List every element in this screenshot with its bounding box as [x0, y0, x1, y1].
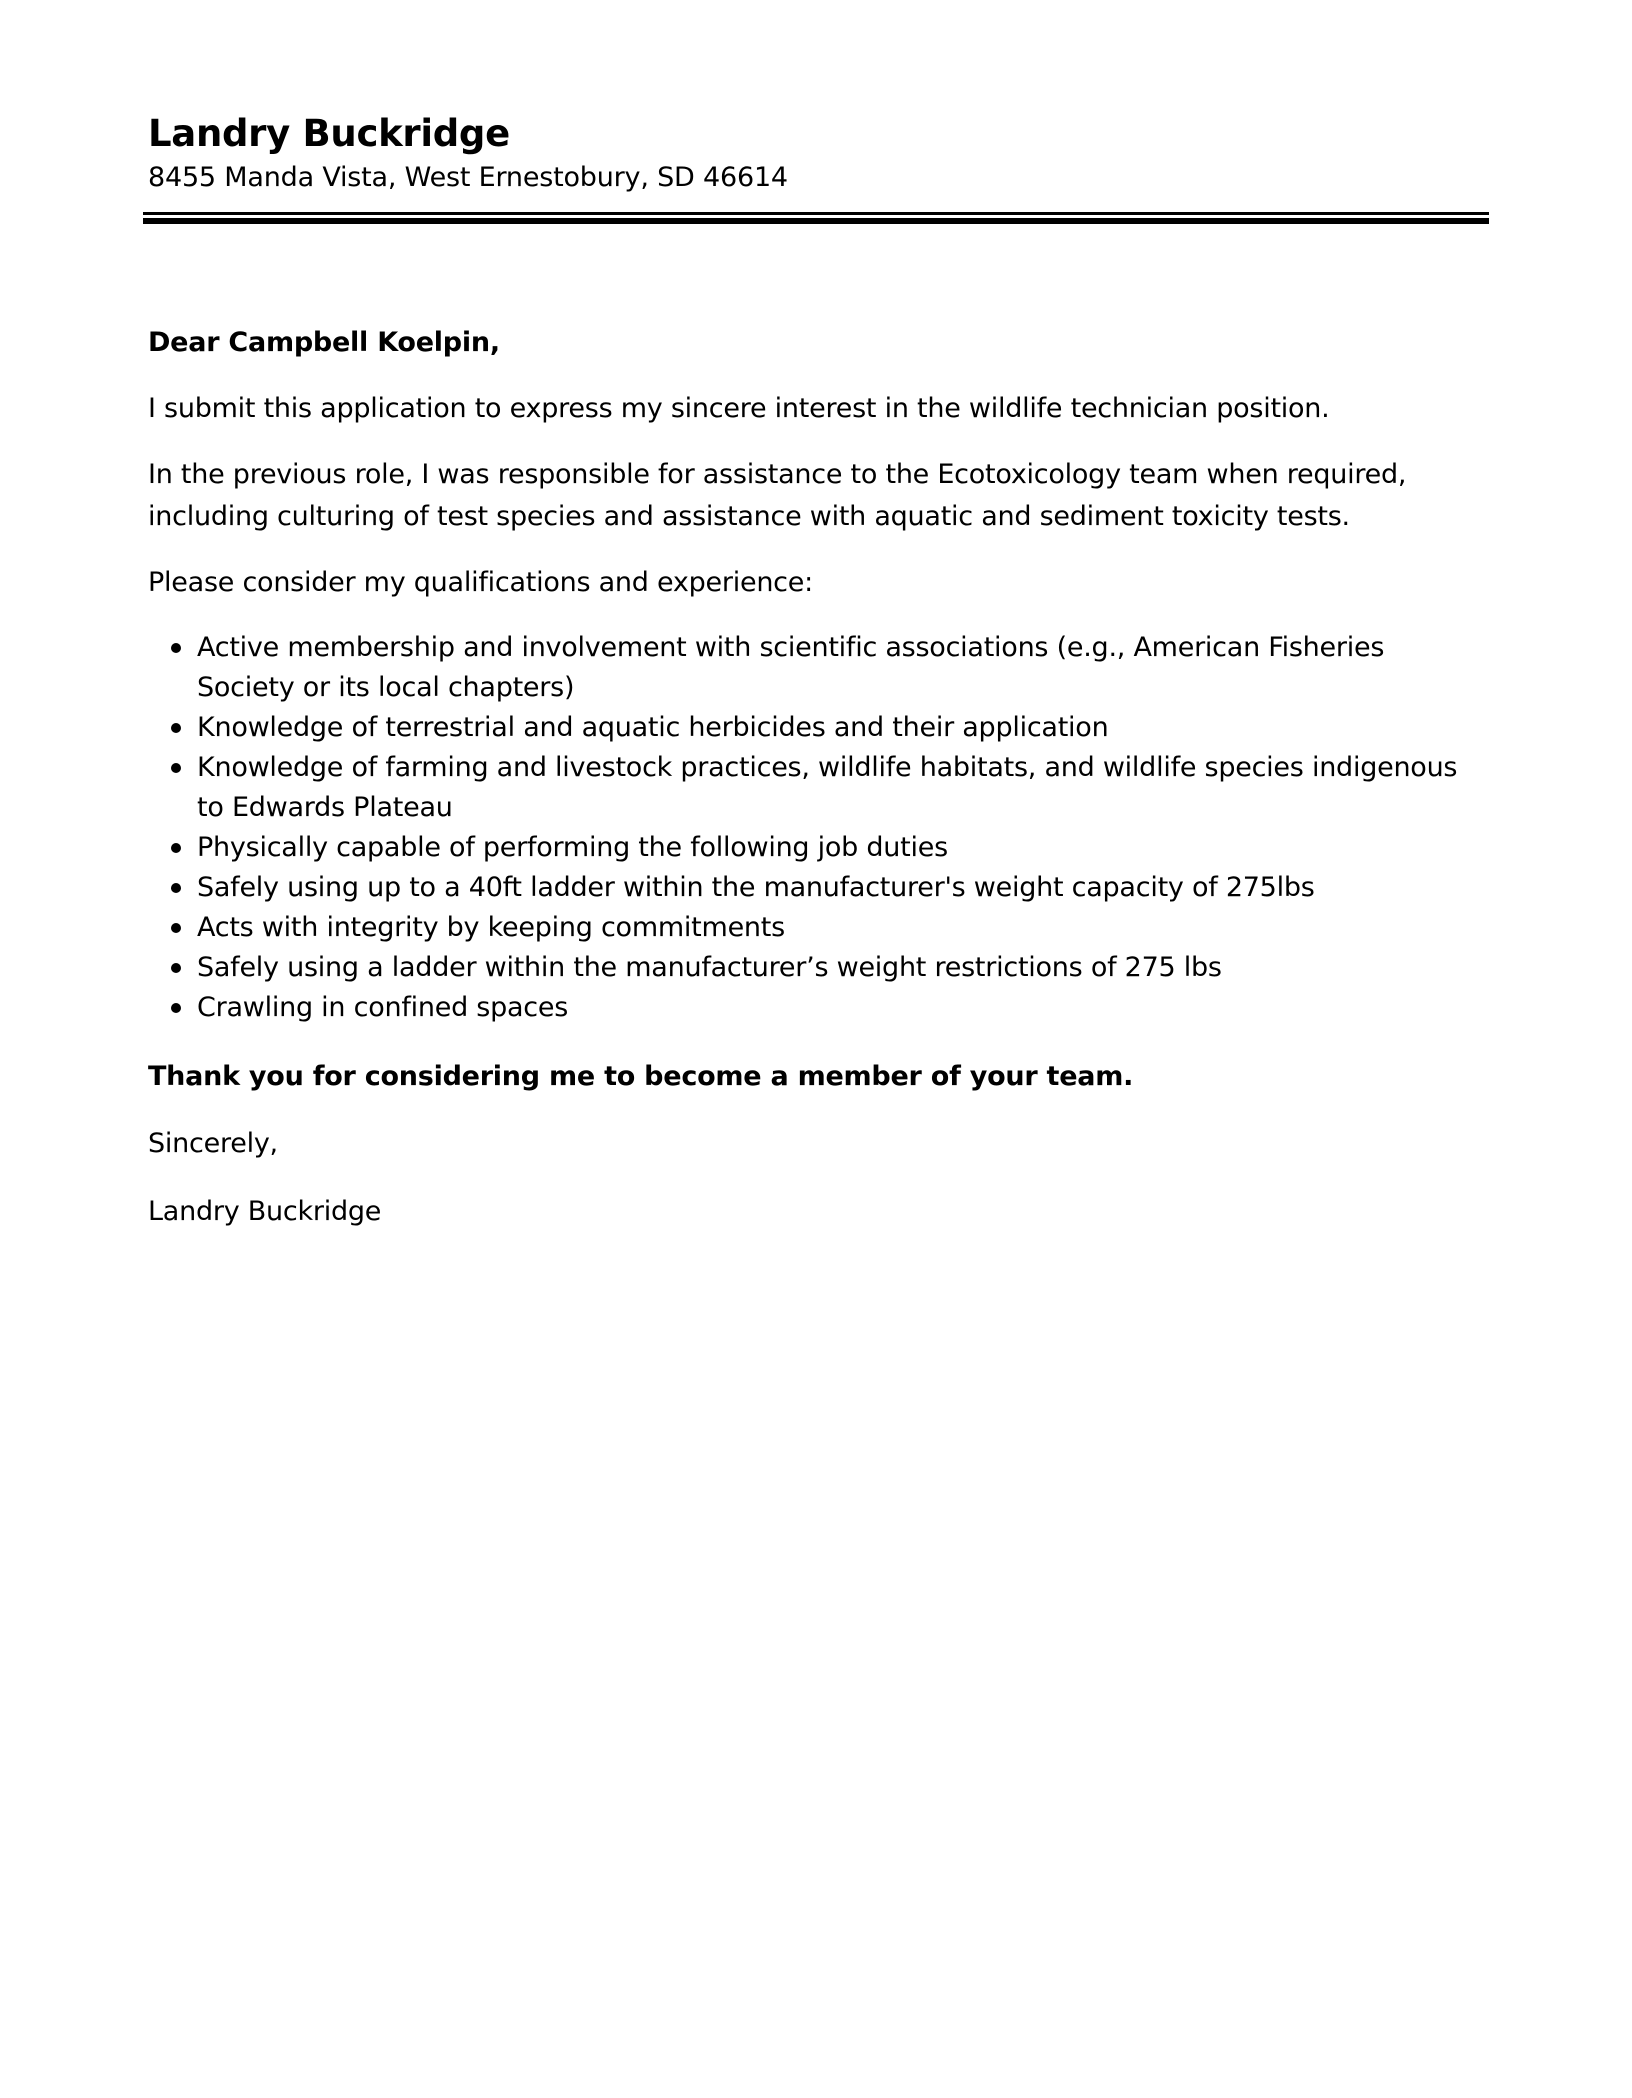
list-item: [148, 828, 1488, 868]
intro-paragraph: I submit this application to express my sincere interest in the wildlife technician position.: [148, 393, 1330, 424]
list-item: [148, 748, 1488, 828]
sender-name: Landry Buckridge: [148, 112, 510, 155]
list-item: [148, 988, 1488, 1028]
list-item-text: Safely using a ladder within the manufacturer’s weight restrictions of 275 lbs: [197, 952, 1222, 983]
signature-name: Landry Buckridge: [148, 1196, 382, 1227]
bullet-icon: [171, 883, 181, 893]
bullet-icon: [171, 963, 181, 973]
qualifications-list: [148, 628, 1488, 1028]
bullet-icon: [171, 763, 181, 773]
bullet-icon: [171, 843, 181, 853]
qualifications-intro: Please consider my qualifications and experience:: [148, 567, 813, 598]
list-item: [148, 708, 1488, 748]
bullet-icon: [171, 923, 181, 933]
list-item-text: Physically capable of performing the following job duties: [197, 832, 948, 863]
thank-you-line: Thank you for considering me to become a member of your team.: [148, 1061, 1134, 1092]
sender-address: 8455 Manda Vista, West Ernestobury, SD 46614: [148, 162, 788, 193]
bullet-icon: [171, 643, 181, 653]
experience-paragraph: In the previous role, I was responsible for assistance to the Ecotoxicology team when required, including culturing of test species and assistance with aquatic and sediment toxicity tests.: [148, 459, 1407, 532]
list-item: [148, 948, 1488, 988]
list-item-text: Crawling in confined spaces: [197, 992, 569, 1023]
closing: Sincerely,: [148, 1128, 278, 1159]
list-item-text: Active membership and involvement with scientific associations (e.g., American Fisheries Society or its local chapters): [197, 632, 1385, 703]
list-item: [148, 868, 1488, 908]
header-divider-thin-line: [143, 212, 1489, 215]
letter-body: [148, 322, 1488, 1258]
list-item-text: Knowledge of terrestrial and aquatic herbicides and their application: [197, 712, 1109, 743]
list-item: [148, 628, 1488, 708]
letterhead: [148, 110, 1488, 196]
header-divider: [143, 212, 1489, 224]
list-item-text: Safely using up to a 40ft ladder within the manufacturer's weight capacity of 275lbs: [197, 872, 1315, 903]
list-item-text: Acts with integrity by keeping commitments: [197, 912, 785, 943]
salutation: Dear Campbell Koelpin,: [148, 327, 500, 358]
bullet-icon: [171, 1003, 181, 1013]
list-item: [148, 908, 1488, 948]
bullet-icon: [171, 723, 181, 733]
header-divider-thick-line: [143, 218, 1489, 224]
list-item-text: Knowledge of farming and livestock practices, wildlife habitats, and wildlife species indigenous to Edwards Plateau: [197, 752, 1458, 823]
